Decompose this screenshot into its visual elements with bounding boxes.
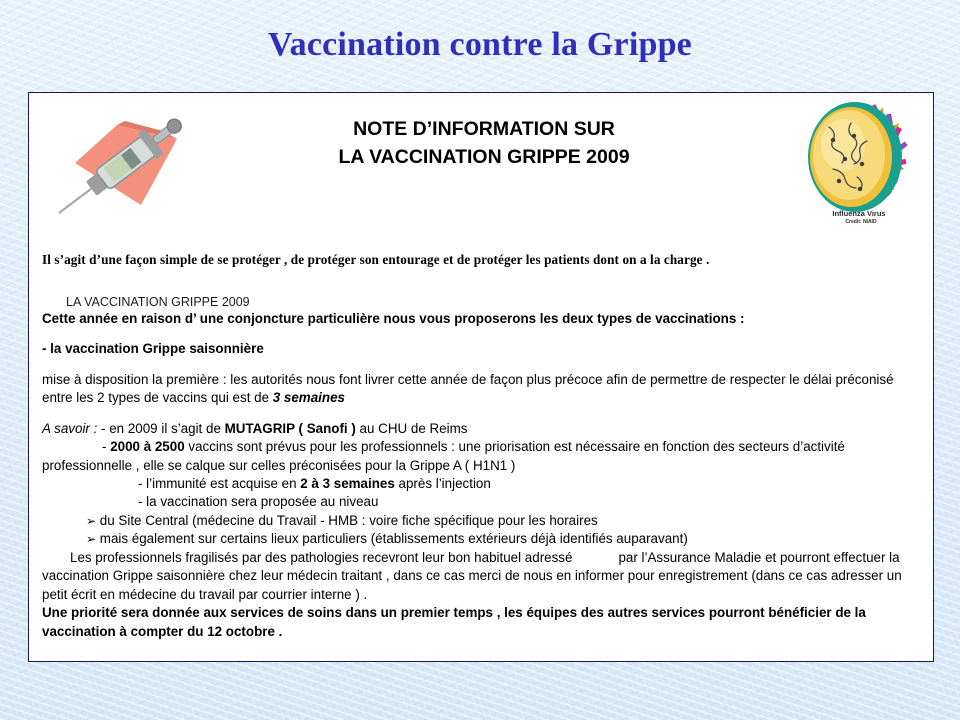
arrow-bullet-icon-2: ➢ bbox=[86, 532, 97, 547]
page-title: Vaccination contre la Grippe bbox=[268, 26, 692, 63]
para-vaccination-saisonniere: - la vaccination Grippe saisonnière bbox=[42, 341, 264, 357]
para-professionnels-line-3: petit écrit en médecine du travail par courrier interne ) . bbox=[42, 586, 368, 602]
professionnels-text-1: Les professionnels fragilisés par des pathologies recevront leur bon habituel adressé bbox=[70, 549, 573, 565]
section-subtitle: LA VACCINATION GRIPPE 2009 bbox=[66, 295, 250, 309]
immunity-text-1: - l’immunité est acquise en bbox=[138, 475, 301, 491]
immunity-duration: 2 à 3 semaines bbox=[300, 475, 395, 491]
a-savoir-label: A savoir : bbox=[42, 420, 98, 436]
para-mise-a-disposition-line-1: mise à disposition la première : les autorités nous font livrer cette année de façon plus précoce afin de permettre de respecter le délai préconisé bbox=[42, 371, 894, 387]
a-savoir-text-3: vaccins sont prévus pour les professionnels : une priorisation est nécessaire en fonction des secteurs d’activité bbox=[184, 439, 845, 455]
bullet-item-lieux-particuliers bbox=[42, 530, 921, 548]
syringe-icon bbox=[59, 101, 189, 219]
content-frame bbox=[28, 92, 934, 662]
vaccine-quantity: 2000 à 2500 bbox=[110, 439, 185, 455]
note-heading bbox=[189, 115, 779, 172]
intro-paragraph: Il s’agit d’une façon simple de se protéger , de protéger son entourage et de protéger les patients dont on a la charge . bbox=[42, 252, 710, 267]
bullet-item-site-central-label: du Site Central (médecine du Travail - HMB : voire fiche spécifique pour les horaires bbox=[99, 512, 598, 528]
arrow-bullet-icon: ➢ bbox=[86, 513, 97, 528]
para-a-savoir-line-4 bbox=[42, 475, 921, 492]
vaccine-name: MUTAGRIP ( Sanofi ) bbox=[224, 420, 356, 436]
para-priorite-line-2: vaccination à compter du 12 octobre . bbox=[42, 623, 283, 639]
para-a-savoir-line-3: professionnelle , elle se calque sur celles préconisées pour la Grippe A ( H1N1 ) bbox=[42, 457, 516, 473]
virus-caption-title: Influenza Virus bbox=[832, 209, 886, 218]
influenza-virus-icon bbox=[799, 97, 919, 225]
delai-value: 3 semaines bbox=[272, 390, 345, 406]
para-a-savoir-line-1 bbox=[42, 420, 921, 437]
para-professionnels-line-2: vaccination Grippe saisonnière chez leur médecin traitant , dans ce cas merci de nous en informer pour enregistrement (dans ce cas adresser un bbox=[42, 568, 902, 584]
para-professionnels-line-1 bbox=[42, 549, 921, 566]
a-savoir-text-2: au CHU de Reims bbox=[355, 420, 468, 436]
para-priorite-line-1: Une priorité sera donnée aux services de soins dans un premier temps , les équipes des autres services pourront bénéficier de la bbox=[42, 605, 866, 621]
bullet-item-lieux-particuliers-label: mais également sur certains lieux particuliers (établissements extérieurs déjà identifiés auparavant) bbox=[99, 531, 688, 547]
para-mise-a-disposition-line-2 bbox=[42, 389, 921, 406]
professionnels-text-2: par l’Assurance Maladie et pourront effectuer la bbox=[618, 549, 900, 565]
bullet-item-site-central bbox=[42, 512, 921, 530]
para-a-savoir-line-2 bbox=[42, 438, 921, 455]
dash-marker: - bbox=[102, 439, 111, 455]
para-conjoncture: Cette année en raison d’ une conjoncture particulière nous vous proposerons les deux types de vaccinations : bbox=[42, 311, 745, 326]
a-savoir-text-1: - en 2009 il s’agit de bbox=[97, 420, 225, 436]
delai-text: entre les 2 types de vaccins qui est de bbox=[42, 390, 273, 406]
note-heading-line-1: NOTE D’INFORMATION SUR bbox=[353, 118, 615, 140]
body-text bbox=[29, 252, 933, 640]
note-heading-line-2: LA VACCINATION GRIPPE 2009 bbox=[338, 146, 630, 169]
virus-caption-credit: Credit: NIAID bbox=[845, 219, 877, 225]
immunity-text-2: après l’injection bbox=[394, 475, 491, 491]
para-a-savoir-line-5: - la vaccination sera proposée au niveau bbox=[138, 494, 379, 510]
header-row bbox=[29, 93, 933, 225]
